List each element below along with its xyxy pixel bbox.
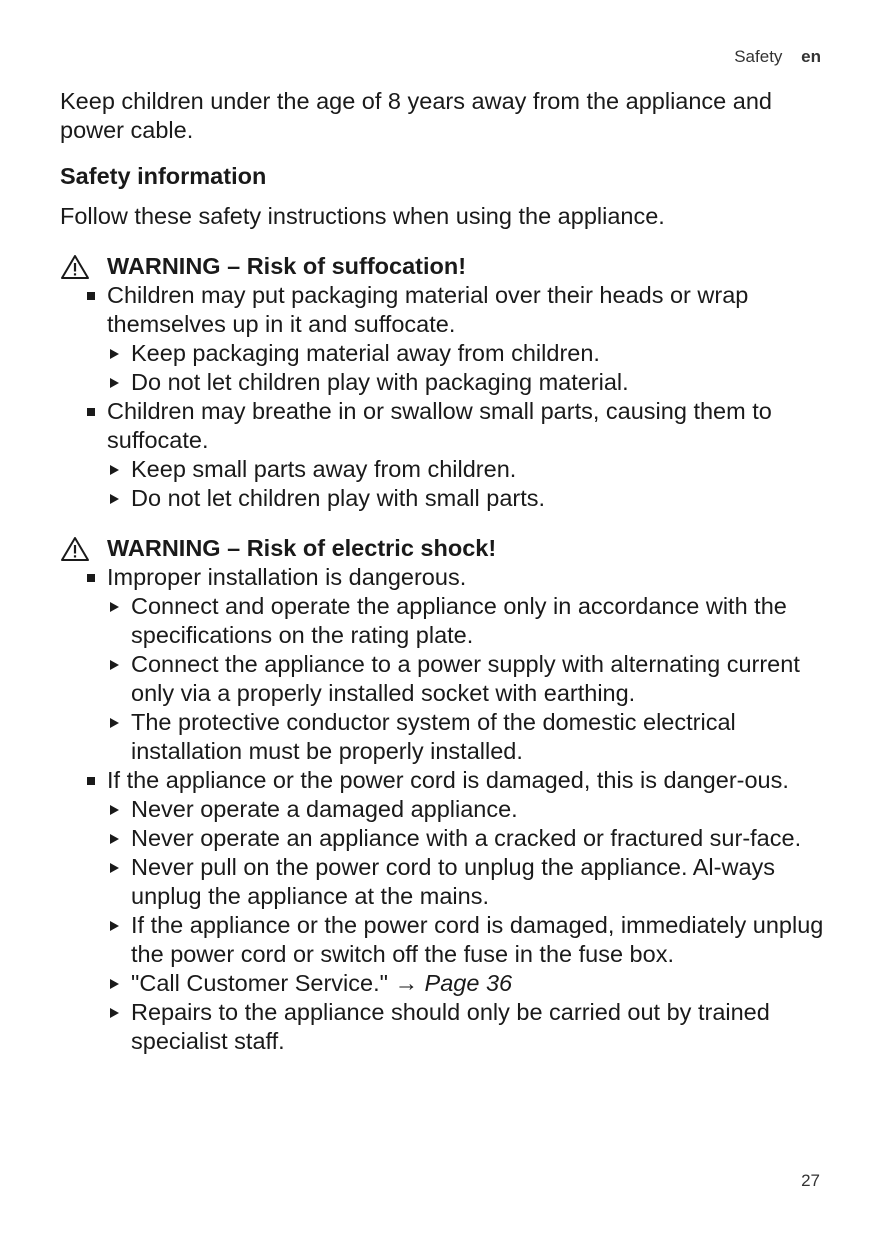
- page-header: [734, 47, 821, 67]
- instruction-step: The protective conductor system of the domestic electrical installation must be properly installed.: [107, 708, 825, 766]
- instruction-step: Do not let children play with packaging material.: [107, 368, 825, 397]
- warning-electric-shock: [60, 534, 825, 1056]
- warning-title-text: WARNING – Risk of suffocation!: [107, 253, 467, 279]
- page-content: [60, 87, 825, 1056]
- bullet-text: Children may put packaging material over their heads or wrap themselves up in it and suffocate.: [107, 282, 749, 337]
- instruction-step: Connect the appliance to a power supply with alternating current only via a properly installed socket with earthing.: [107, 650, 825, 708]
- list-item: [60, 397, 825, 513]
- intro-text: Keep children under the age of 8 years away from the appliance and power cable.: [60, 88, 772, 143]
- page-number: 27: [801, 1171, 820, 1190]
- warning-suffocation: [60, 252, 825, 513]
- instruction-step: If the appliance or the power cord is damaged, immediately unplug the power cord or switch off the fuse in the fuse box.: [107, 911, 825, 969]
- page-reference-link[interactable]: Page 36: [424, 970, 513, 996]
- bullet-text: If the appliance or the power cord is damaged, this is danger-ous.: [107, 767, 789, 793]
- instruction-step: Never pull on the power cord to unplug the appliance. Al-ways unplug the appliance at the mains.: [107, 853, 825, 911]
- instruction-step-with-link: [107, 969, 825, 998]
- instruction-step: Keep packaging material away from children.: [107, 339, 825, 368]
- step-text: "Call Customer Service." →: [131, 970, 419, 996]
- instruction-step: Never operate an appliance with a cracked or fractured sur-face.: [107, 824, 825, 853]
- instruction-step: Repairs to the appliance should only be carried out by trained specialist staff.: [107, 998, 825, 1056]
- follow-instructions-text: Follow these safety instructions when using the appliance.: [60, 203, 665, 229]
- bullet-text: Improper installation is dangerous.: [107, 564, 467, 590]
- warning-title: [60, 252, 825, 281]
- warning-triangle-icon: [60, 254, 90, 280]
- warning-title-text: WARNING – Risk of electric shock!: [107, 535, 497, 561]
- instruction-step: Do not let children play with small parts.: [107, 484, 825, 513]
- section-name: Safety: [734, 47, 783, 66]
- section-heading: Safety information: [60, 163, 267, 189]
- bullet-text: Children may breathe in or swallow small parts, causing them to suffocate.: [107, 398, 772, 453]
- language-code: en: [801, 47, 821, 66]
- warning-triangle-icon: [60, 536, 90, 562]
- warning-title: [60, 534, 825, 563]
- list-item: [60, 563, 825, 766]
- instruction-step: Keep small parts away from children.: [107, 455, 825, 484]
- instruction-step: Never operate a damaged appliance.: [107, 795, 825, 824]
- list-item: [60, 281, 825, 397]
- instruction-step: Connect and operate the appliance only in accordance with the specifications on the rating plate.: [107, 592, 825, 650]
- list-item: [60, 766, 825, 1056]
